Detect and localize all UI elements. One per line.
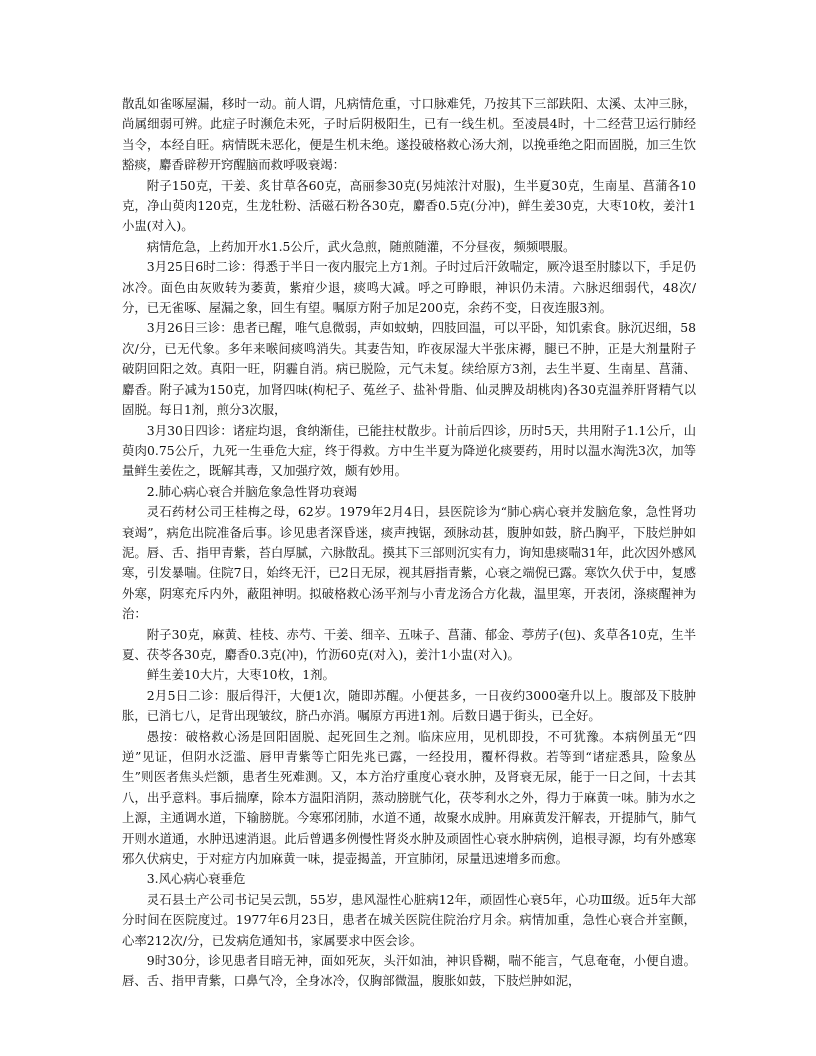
section-heading-2: 2.肺心病心衰合并脑危象急性肾功衰竭 xyxy=(146,483,357,499)
paragraph-10: 鲜生姜10大片，大枣10枚，1剂。 xyxy=(146,667,335,683)
document-page xyxy=(122,94,696,992)
paragraph-1: 散乱如雀啄屋漏，移时一动。前人谓，凡病情危重，寸口脉难凭，乃按其下三部趺阳、太溪、太冲三脉，尚属细弱可辨。此症子时濒危未死，子时后阴极阳生，已有一线生机。至凌晨4时，十二经营卫运行肺经当令，本经自旺。病情既未恶化，便是生机未绝。遂投破格救心汤大剂，以挽垂绝之阳而固脱，加三生饮豁痰，麝香辟秽开窍醒脑而救呼吸衰竭： xyxy=(122,96,696,173)
paragraph-12: 愚按：破格救心汤是回阳固脱、起死回生之剂。临床应用，见机即投，不可犹豫。本病例虽无“四逆”见证，但阴水泛滥、唇甲青紫等亡阳先兆已露，一经投用，覆杯得救。若等到“诸症悉具，险象丛生”则医者焦头烂额，患者生死难测。又，本方治疗重度心衰水肿，及肾衰无尿，能于一日之间，十去其八，出乎意料。事后揣摩，除本方温阳消阴，蒸动膀胱气化，茯苓利水之外，得力于麻黄一味。肺为水之上源，主通调水道，下输膀胱。今寒邪闭肺，水道不通，故聚水成肿。用麻黄发汗解表，开提肺气，肺气开则水道通，水肿迅速消退。此后曾遇多例慢性肾炎水肿及顽固性心衰水肿病例，追根寻源，均有外感寒邪久伏病史，于对症方内加麻黄一味，提壶揭盖，开宣肺闭，尿量迅速增多而愈。 xyxy=(122,728,696,867)
paragraph-2: 附子150克，干姜、炙甘草各60克，高丽参30克(另炖浓汁对服)，生半夏30克，生南星、菖蒲各10克，净山萸肉120克，生龙牡粉、活磁石粉各30克，麝香0.5克(分冲)，鲜生姜30克，大枣10枚，姜汁1小盅(对入)。 xyxy=(122,177,696,234)
paragraph-8: 灵石药材公司王桂梅之母，62岁。1979年2月4日，县医院诊为“肺心病心衰并发脑危象，急性肾功衰竭”，病危出院准备后事。诊见患者深昏迷，痰声拽锯，颈脉动甚，腹肿如鼓，脐凸胸平，下肢烂肿如泥。唇、舌、指甲青紫，苔白厚腻，六脉散乱。摸其下三部则沉实有力，询知患痰喘31年，此次因外感风寒，引发暴喘。住院7日，始终无汗，已2日无尿，视其唇指青紫，心衰之端倪已露。寒饮久伏于中，复感外寒，阴寒充斥内外，蔽阻神明。拟破格救心汤平剂与小青龙汤合方化裁，温里寒，开表闭，涤痰醒神为治： xyxy=(122,504,696,622)
section-heading-3: 3.风心病心衰垂危 xyxy=(146,871,246,887)
paragraph-14: 灵石县土产公司书记吴云凯，55岁，患风湿性心脏病12年，顽固性心衰5年，心功Ⅲ级。近5年大部分时间在医院度过。1977年6月23日，患者在城关医院住院治疗月余。病情加重，急性心衰合并室颤，心率212次/分，已发病危通知书，家属要求中医会诊。 xyxy=(122,891,696,948)
paragraph-4: 3月25日6时二诊：得悉于半日一夜内服完上方1剂。子时过后汗敛喘定，厥冷退至肘膝以下，手足仍冰冷。面色由灰败转为萎黄，紫疳少退，痰鸣大减。呼之可睁眼，神识仍未清。六脉迟细弱代，48次/分，已无雀啄、屋漏之象，回生有望。嘱原方附子加足200克，余药不变，日夜连服3剂。 xyxy=(122,259,696,316)
paragraph-5: 3月26日三诊：患者已醒，唯气息微弱，声如蚊蚋，四肢回温，可以平卧，知饥索食。脉沉迟细，58次/分，已无代象。多年来喉间痰鸣消失。其妻告知，昨夜尿湿大半张床褥，腿已不肿，正是大剂量附子破阴回阳之效。真阳一旺，阴霾自消。病已脱险，元气未复。续给原方3剂，去生半夏、生南星、菖蒲、麝香。附子减为150克，加肾四味(枸杞子、菟丝子、盐补骨脂、仙灵脾及胡桃肉)各30克温养肝肾精气以固脱。每日1剂，煎分3次服， xyxy=(122,320,696,418)
paragraph-6: 3月30日四诊：诸症均退，食纳渐佳，已能拄杖散步。计前后四诊，历时5天，共用附子1.1公斤，山萸肉0.75公斤，九死一生垂危大症，终于得救。方中生半夏为降逆化痰要药，用时以温水淘洗3次，加等量鲜生姜佐之，既解其毒，又加强疗效，颇有妙用。 xyxy=(122,422,696,479)
paragraph-15: 9时30分，诊见患者目暗无神，面如死灰，头汗如油，神识昏糊，喘不能言，气息奄奄，小便自遗。唇、舌、指甲青紫，口鼻气冷，全身冰冷，仅胸部微温，腹胀如鼓，下肢烂肿如泥， xyxy=(122,953,696,989)
paragraph-11: 2月5日二诊：服后得汗，大便1次，随即苏醒。小便甚多，一日夜约3000毫升以上。腹部及下肢肿胀，已消七八，足背出现皱纹，脐凸亦消。嘱原方再进1剂。后数日遇于街头，已全好。 xyxy=(122,687,696,724)
paragraph-9: 附子30克，麻黄、桂枝、赤芍、干姜、细辛、五味子、菖蒲、郁金、葶苈子(包)、炙草各10克，生半夏、茯苓各30克，麝香0.3克(冲)，竹沥60克(对入)，姜汁1小盅(对入)。 xyxy=(122,626,697,662)
paragraph-3: 病情危急，上药加开水1.5公斤，武火急煎，随煎随灌，不分昼夜，频频喂服。 xyxy=(146,238,576,254)
